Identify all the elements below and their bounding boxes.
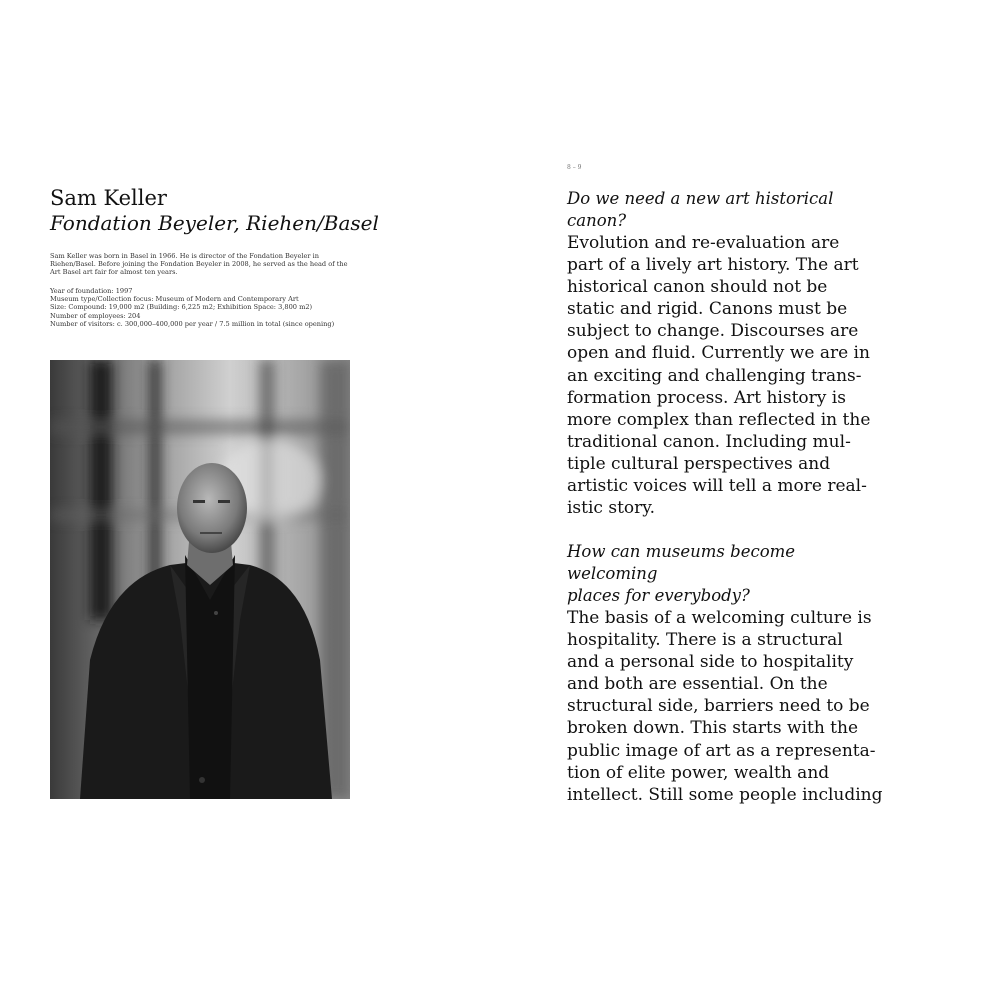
answer-line: structural side, barriers need to be	[567, 696, 870, 717]
interview-question	[567, 541, 877, 607]
interview-answer	[567, 607, 887, 806]
person-name: Sam Keller	[50, 186, 167, 210]
answer-line: hospitality. There is a structural	[567, 630, 843, 651]
portrait-photo	[50, 360, 350, 799]
answer-line: part of a lively art history. The art	[567, 255, 859, 276]
fact-line: Museum type/Collection focus: Museum of Modern and Contemporary Art	[50, 295, 299, 304]
fact-line: Year of foundation: 1997	[50, 287, 133, 295]
right-page	[500, 0, 1000, 1000]
answer-line: an exciting and challenging trans-	[567, 365, 862, 386]
question-line: How can museums become welcoming	[567, 542, 796, 583]
answer-line: tiple cultural perspectives and	[567, 453, 831, 474]
answer-line: tion of elite power, wealth and	[567, 762, 830, 783]
answer-line: broken down. This starts with the	[567, 718, 859, 739]
answer-line: static and rigid. Canons must be	[567, 299, 848, 320]
answer-line: traditional canon. Including mul-	[567, 431, 851, 452]
answer-line: The basis of a welcoming culture is	[567, 608, 872, 628]
answer-line: and both are essential. On the	[567, 674, 828, 695]
answer-line: artistic voices will tell a more real-	[567, 476, 867, 497]
answer-line: open and fluid. Currently we are in	[567, 343, 870, 364]
institution-name: Fondation Beyeler, Riehen/Basel	[50, 211, 379, 235]
answer-line: public image of art as a representa-	[567, 740, 876, 761]
answer-line: istic story.	[567, 498, 656, 519]
fact-line: Number of visitors: c. 300,000–400,000 per year / 7.5 million in total (since opening)	[50, 319, 335, 328]
answer-line: historical canon should not be	[567, 277, 828, 298]
answer-line: formation process. Art history is	[567, 387, 846, 408]
biography-text: Sam Keller was born in Basel in 1966. He is director of the Fondation Beyeler in Riehen/Basel. Before joining the Fondation Beyeler in 2008, he served as the head of the Art Basel art fair for almost ten years.	[50, 252, 348, 277]
interview-answer	[567, 232, 887, 519]
page-number: 8 – 9	[567, 164, 582, 171]
museum-facts	[50, 287, 350, 328]
question-line: places for everybody?	[567, 586, 750, 605]
fact-line: Number of employees: 204	[50, 311, 141, 320]
fact-line: Size: Compound: 19,000 m2 (Building: 6,225 m2; Exhibition Space: 3,800 m2)	[50, 303, 313, 312]
answer-line: Evolution and re-evaluation are	[567, 233, 840, 253]
interview-question: Do we need a new art historical canon?	[567, 189, 834, 230]
answer-line: more complex than reflected in the	[567, 409, 871, 430]
answer-line: intellect. Still some people including	[567, 784, 883, 805]
answer-line: subject to change. Discourses are	[567, 321, 859, 342]
answer-line: and a personal side to hospitality	[567, 652, 854, 673]
